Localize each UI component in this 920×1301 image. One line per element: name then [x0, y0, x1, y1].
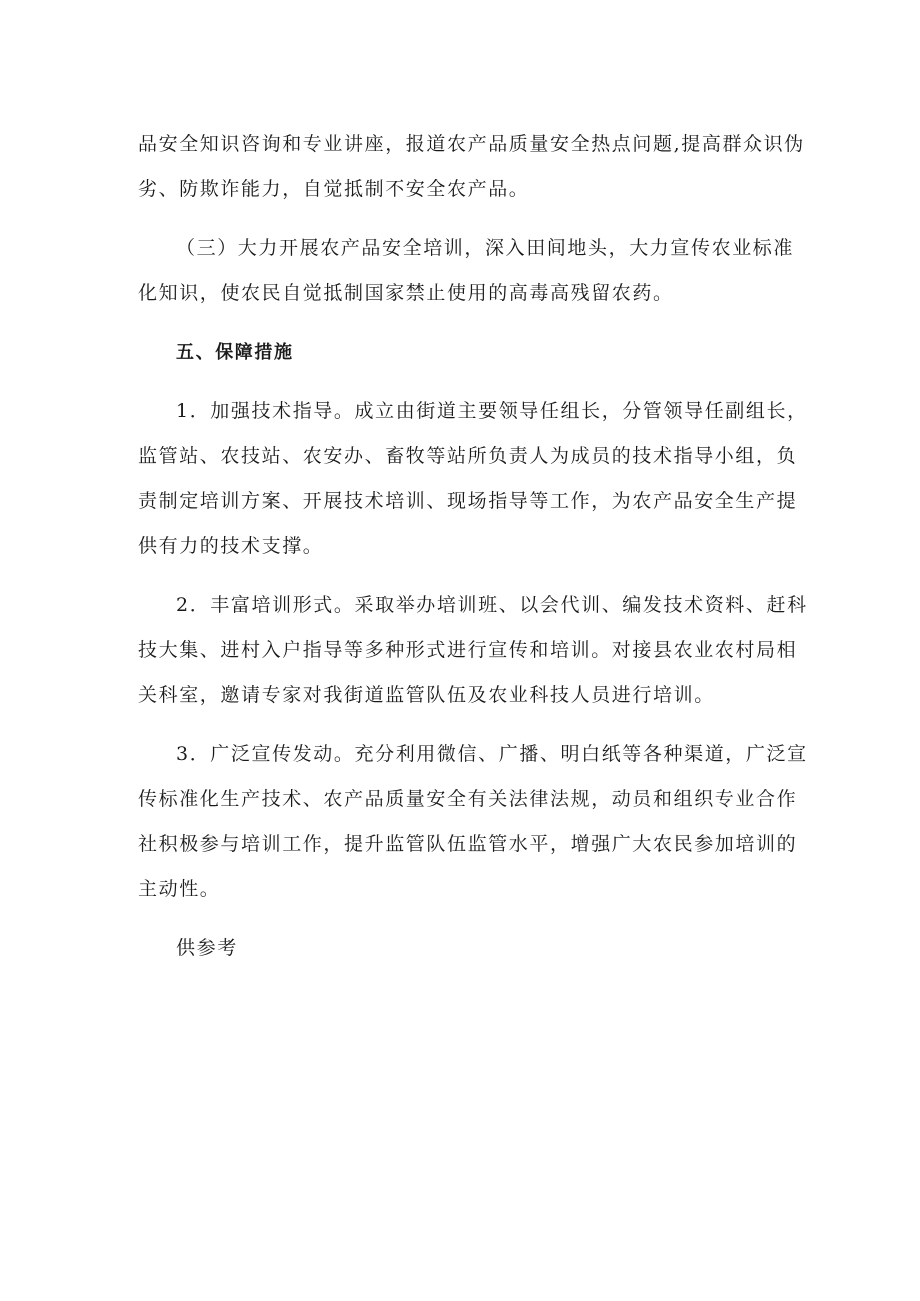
text-line: 化知识，使农民自觉抵制国家禁止使用的高毒高残留农药。: [138, 282, 674, 304]
text-line: 责制定培训方案、开展技术培训、现场指导等工作，为农产品安全生产提: [138, 490, 798, 512]
text-line: 主动性。: [138, 878, 221, 900]
section-heading: 五、保障措施: [176, 342, 294, 363]
text-line: 品安全知识咨询和专业讲座，报道农产品质量安全热点问题,提高群众识伪: [138, 133, 805, 155]
section-heading-container: [138, 330, 788, 375]
text-line: 2．丰富培训形式。采取举办培训班、以会代训、编发技术资料、赶科: [176, 594, 808, 616]
text-line: 技大集、进村入户指导等多种形式进行宣传和培训。对接县农业农村局相: [138, 639, 798, 661]
text-line: 劣、防欺诈能力，自觉抵制不安全农产品。: [138, 178, 530, 200]
document-body: [138, 122, 808, 985]
text-line: （三）大力开展农产品安全培训，深入田间地头，大力宣传农业标准: [176, 237, 795, 259]
text-line: 社积极参与培训工作，提升监管队伍监管水平，增强广大农民参加培训的: [138, 833, 798, 855]
measure-item: [138, 732, 808, 912]
closing-container: [138, 926, 788, 971]
paragraph-training: [138, 226, 795, 316]
measure-item: [138, 389, 808, 569]
text-line: 关科室，邀请专家对我街道监管队伍及农业科技人员进行培训。: [138, 684, 715, 706]
measure-item: [138, 583, 808, 718]
text-line: 供有力的技术支撑。: [138, 535, 324, 557]
text-line: 传标准化生产技术、农产品质量安全有关法律法规，动员和组织专业合作: [138, 788, 798, 810]
text-line: 3．广泛宣传发动。充分利用微信、广播、明白纸等各种渠道，广泛宣: [176, 743, 808, 765]
paragraph-continuation: [138, 122, 805, 212]
closing-text: 供参考: [176, 937, 238, 959]
text-line: 1．加强技术指导。成立由街道主要领导任组长，分管领导任副组长，: [176, 400, 808, 422]
text-line: 监管站、农技站、农安办、畜牧等站所负责人为成员的技术指导小组，负: [138, 445, 798, 467]
